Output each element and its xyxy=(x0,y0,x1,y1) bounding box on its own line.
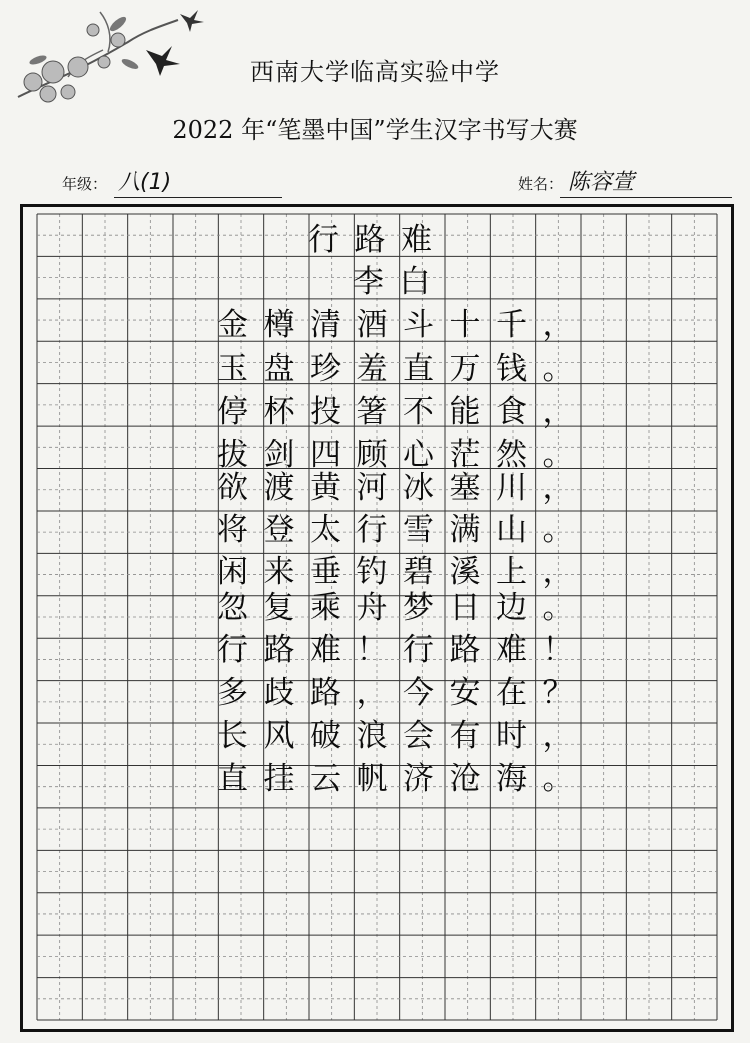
grade-label: 年级： xyxy=(62,175,108,193)
grade-value: 八(1) xyxy=(118,170,172,195)
poem-line: 停杯投箸不能食， xyxy=(217,394,589,430)
poem-line: 金樽清酒斗十千， xyxy=(217,307,589,343)
poem-line: 直挂云帆济沧海。 xyxy=(217,761,589,797)
poem-line: 欲渡黄河冰塞川， xyxy=(217,470,589,506)
poem-line: 将登太行雪满山。 xyxy=(217,512,589,548)
contest-title: 2022 年“笔墨中国”学生汉字书写大赛 xyxy=(172,116,578,144)
poem-line: 忽复乘舟梦日边。 xyxy=(217,590,589,626)
poem-line: 长风破浪会有时， xyxy=(217,718,589,754)
poem-line: 行路难！行路难！ xyxy=(217,632,589,668)
poem-line: 玉盘珍羞直万钱。 xyxy=(217,351,589,387)
poem-title: 行路难 xyxy=(308,222,448,258)
name-value: 陈容萱 xyxy=(568,170,635,195)
poem-line: 闲来垂钓碧溪上， xyxy=(217,554,589,590)
school-name: 西南大学临高实验中学 xyxy=(250,58,500,86)
poem-line: 多歧路，今安在？ xyxy=(217,675,589,711)
poem-line: 拔剑四顾心茫然。 xyxy=(217,437,589,473)
name-label: 姓名： xyxy=(518,175,564,193)
poem-author: 李白 xyxy=(353,264,446,300)
